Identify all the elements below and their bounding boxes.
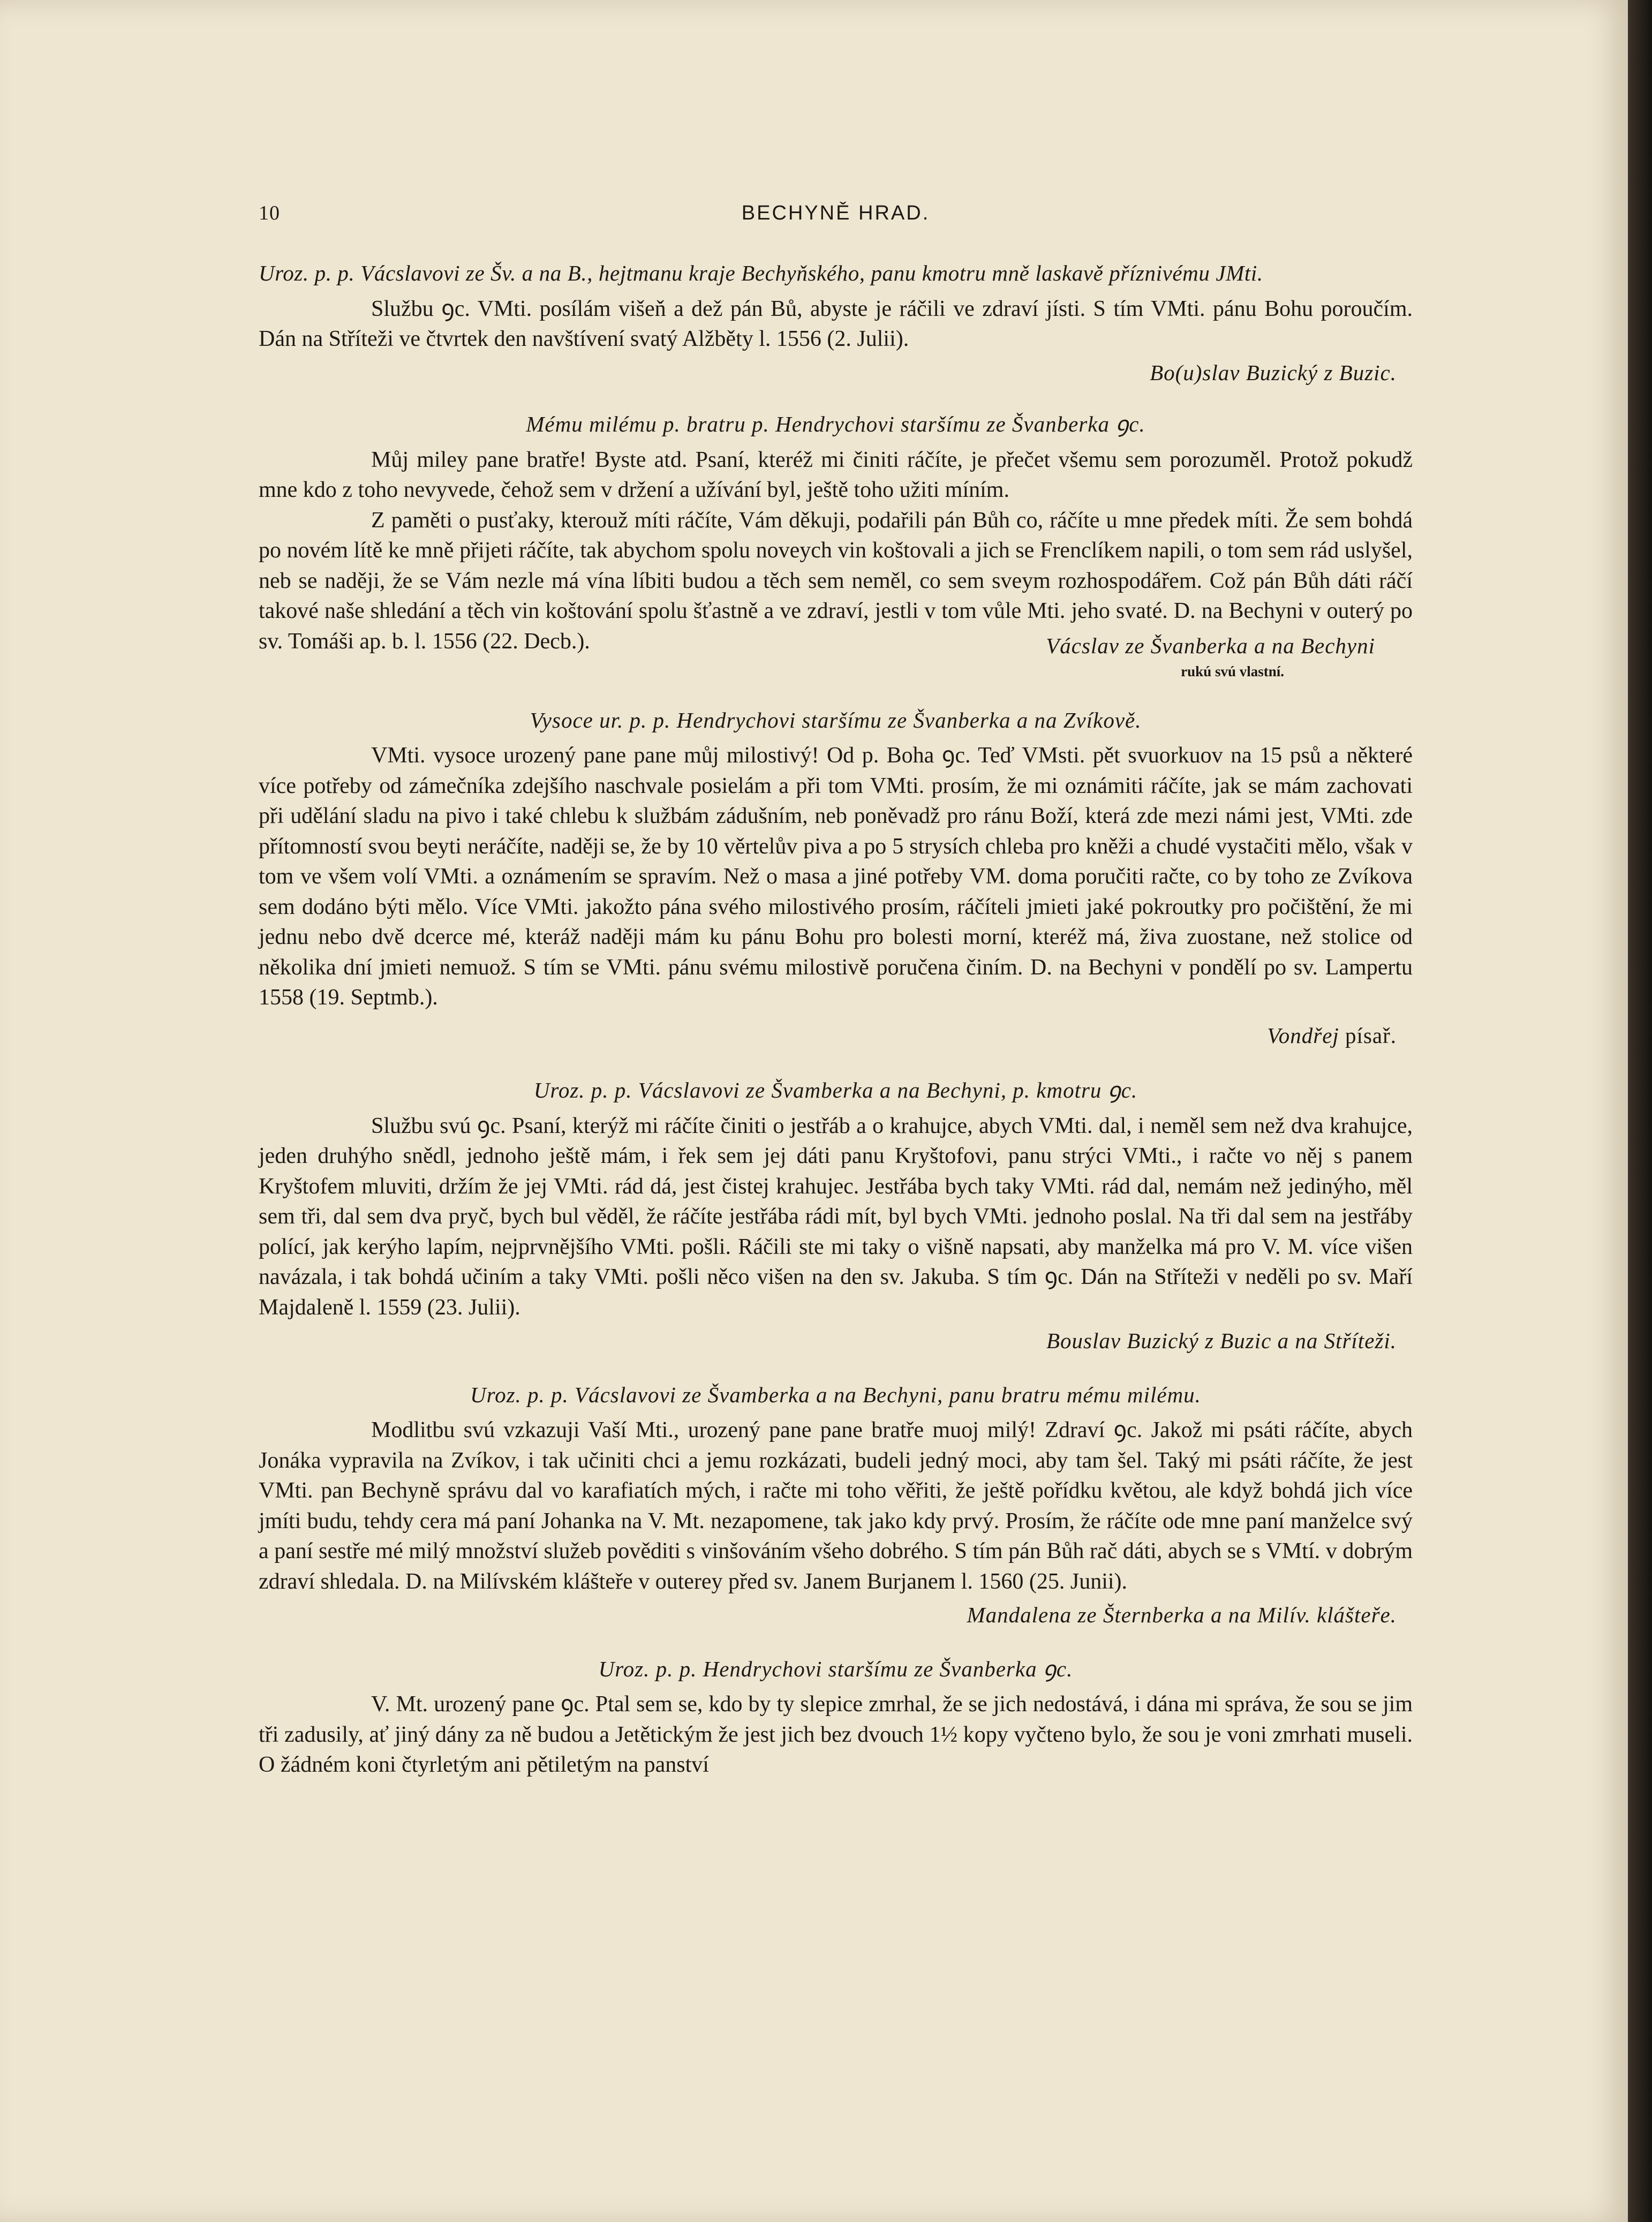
letter-body: VMti. vysoce urozený pane pane můj milostivý! Od p. Boha ꝯc. Teď VMsti. pět svuorkuov na 15 psů a některé více potřeby od zámečníka zdejšího naschvale posielám a při tom VMti. prosím, že mi oznámiti ráčíte, jak se mám zachovati při udělání sladu na pivo i také chlebu k službám zádušním, neb poněvadž pro ránu Boží, která zde mezi námi jest, VMti. zde přítomností svou beyti neráčíte, naději se, že by 10 věrtelův piva a po 5 strysích chleba pro kněži a chudé vystačiti mělo, však v tom ve všem volí VMti. a oznámením se spravím. Než o masa a jiné potřeby VM. doma poručiti račte, co by toho ze Zvíkova sem dodáno býti mělo. Více VMti. jakožto pána svého milostivého prosím, ráčíteli jmieti jaké pokroutky pro počištění, že mi jednu nebo dvě dcerce mé, kteráž naději mám ku pánu Bohu pro bolesti morní, kteréž má, živa zuostane, než stolice od několika dní jmieti nemuož. S tím se VMti. pánu svému milostivě poručena činím. D. na Bechyni v pondělí po sv. Lampertu 1558 (19. Septmb.). (259, 743, 1413, 1010)
letter-signature (259, 1021, 1413, 1051)
letter-6 (259, 1654, 1413, 1780)
letter-5 (259, 1380, 1413, 1630)
letter-2 (259, 409, 1413, 681)
letter-signature: Bo(u)slav Buzický z Buzic. (1150, 360, 1397, 385)
letter-body: Modlitbu svú vzkazuji Vaší Mti., urozený pane pane bratře muoj milý! Zdraví ꝯc. Jakož mi psáti ráčíte, abych Jonáka vypravila na Zvíkov, i tak učiniti chci a jemu rozkázati, budeli jedný moci, aby tam šel. Taký mi psáti ráčíte, že jest VMti. pan Bechyně správu dal vo karafiatích mých, i račte mi toho věřiti, že ještě pořídku květou, ale když bohdá jich více jmíti budu, tehdy cera má paní Johanka na V. Mt. nezapomene, tak jako kdy prvý. Prosím, že ráčíte ode mne paní manželce svý a paní sestře mé milý množství služeb pověditi s vinšováním všeho dobrého. S tím pán Bůh rač dáti, abych se s VMtí. v dobrým zdraví shledala. D. na Milívském klášteře v outerey před sv. Janem Burjanem l. 1560 (25. Junii). (259, 1418, 1413, 1594)
signature-suffix: písař. (1345, 1023, 1397, 1048)
letter-3 (259, 705, 1413, 1051)
letter-4 (259, 1075, 1413, 1356)
letter-address: Uroz. p. p. Vácslavovi ze Švamberka a na Bechyni, panu bratru mému milému. (470, 1382, 1201, 1407)
letter-address: Vysoce ur. p. p. Hendrychovi staršímu ze Švanberka a na Zvíkově. (530, 707, 1142, 732)
letter-body: Službu svú ꝯc. Psaní, kterýž mi ráčíte činiti o jestřáb a o krahujce, abych VMti. dal, i neměl sem než dva krahujce, jeden druhýho snědl, jednoho ještě mám, i řek sem jej dáti panu Kryštofovi, panu strýci VMti., i račte vo něj s panem Kryštofem mluviti, držím že jej VMti. rád dá, jest čistej krahujec. Jestřába bych taky VMti. rád dal, nemám než jedinýho, měl sem tři, dal sem dva pryč, bych bul věděl, že ráčíte jestřába rádi mít, byl bych VMti. jednoho poslal. Na tři dal sem na jestřáby polící, jak kerýho lapím, nejprvnějšího VMti. pošli. Ráčili ste mi taky o višně napsati, aby manželka má pro V. M. více višen navázala, i tak bohdá učiním a taky VMti. pošli něco višen na den sv. Jakuba. S tím ꝯc. Dán na Stříteži v neděli po sv. Maří Majdaleně l. 1559 (23. Julii). (259, 1113, 1413, 1320)
book-edge (1628, 0, 1652, 2222)
letter-address: Uroz. p. p. Hendrychovi staršímu ze Švanberka ꝯc. (598, 1656, 1073, 1681)
page-number: 10 (259, 202, 280, 224)
signature-note: rukú svú vlastní. (1181, 663, 1284, 679)
letter-address: Uroz. p. p. Vácslavovi ze Švamberka a na Bechyni, p. kmotru ꝯc. (533, 1078, 1138, 1102)
letter-paragraph: Můj miley pane bratře! Byste atd. Psaní, kteréž mi činiti ráčíte, je přečet všemu sem porozuměl. Protož pokudž mne kdo z toho nevyvede, čehož sem v držení a užívání byl, ještě toho užiti míním. (259, 447, 1413, 502)
letter-address: Mému milému p. bratru p. Hendrychovi staršímu ze Švanberka ꝯc. (526, 412, 1145, 436)
letter-signature: Bouslav Buzický z Buzic a na Stříteži. (1046, 1328, 1397, 1353)
letter-paragraph: Z paměti o pusťaky, kterouž míti ráčíte, Vám děkuji, podařili pán Bůh co, ráčíte u mne předek míti. Že sem bohdá po novém lítě ke mně přijeti ráčíte, tak abychom spolu noveych vin koštovali a jich se Frenclíkem napili, o tom sem rád uslyšel, neb se naději, že se Vám nezle má vína líbiti budou a těch sem neměl, co sem sveym rozhospodářem. Což pán Bůh dáti ráčí takové naše shledání a těch vin koštování spolu šťastně a ve zdraví, jestli v tom vůle Mti. jeho svaté. D. na Bechyni v outerý po sv. Tomáši ap. b. l. 1556 (22. Decb.). (259, 508, 1413, 654)
letter-signature: Vácslav ze Švanberka a na Bechyni (1046, 633, 1375, 658)
letter-address: Uroz. p. p. Vácslavovi ze Šv. a na B., hejtmanu kraje Bechyňského, panu kmotru mně laskavě příznivému JMti. (259, 261, 1263, 285)
signature-name: Vondřej (1267, 1023, 1339, 1048)
page-header (259, 198, 1413, 231)
letter-1 (259, 258, 1413, 388)
letter-signature: Mandalena ze Šternberka a na Milív. klášteře. (967, 1603, 1397, 1627)
letter-body: Službu ꝯc. VMti. posílám višeň a dež pán Bů, abyste je ráčili ve zdraví jísti. S tím VMti. pánu Bohu poroučím. Dán na Stříteži ve čtvrtek den navštívení svatý Alžběty l. 1556 (2. Julii). (259, 296, 1413, 351)
page-content (259, 198, 1413, 1804)
running-head: BECHYNĚ HRAD. (741, 202, 930, 224)
letter-body: V. Mt. urozený pane ꝯc. Ptal sem se, kdo by ty slepice zmrhal, že se jich nedostává, i dána mi správa, že sou se jim tři zadusily, ať jiný dány za ně budou a Jetětickým že jest jich bez dvouch 1½ kopy vyčteno bylo, že sou je voni zmrhati museli. O žádném koni čtyrletým ani pětiletým na panství (259, 1692, 1413, 1777)
